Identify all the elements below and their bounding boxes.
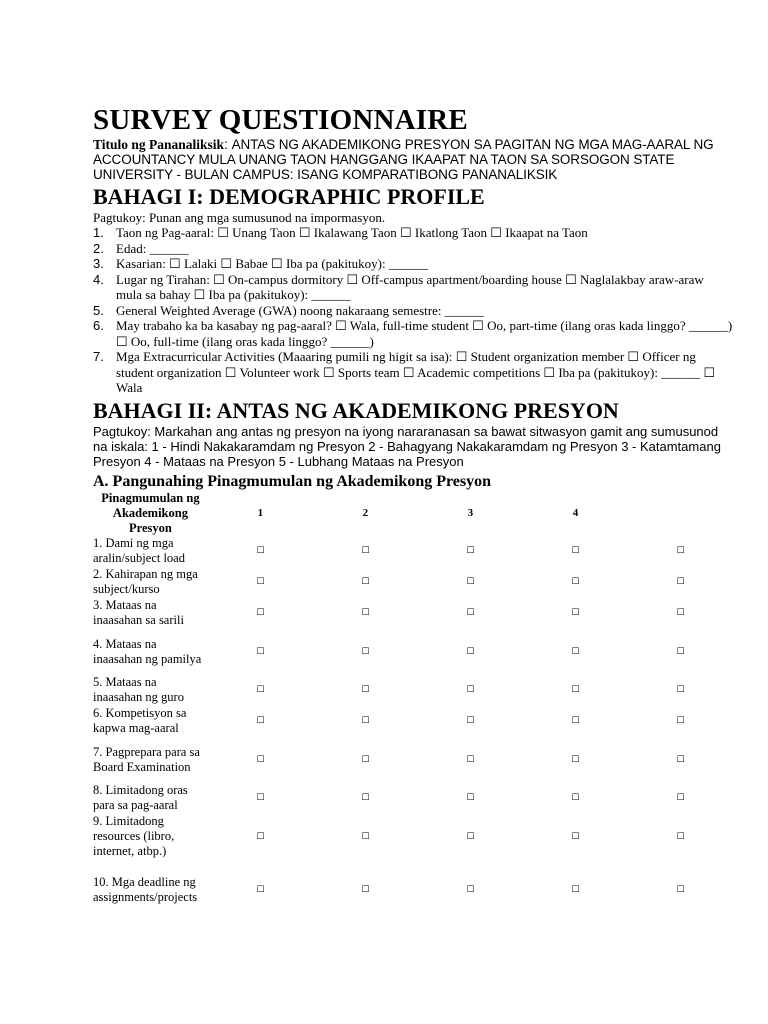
part2-heading: BAHAGI II: ANTAS NG AKADEMIKONG PRESYON [93, 397, 619, 423]
source-label: 8. Limitadong oras para sa pag-aaral [93, 783, 188, 812]
rating-checkbox[interactable]: ☐ [361, 646, 370, 657]
demographic-item [93, 349, 733, 396]
scale-header-5 [628, 491, 733, 536]
rating-checkbox[interactable]: ☐ [466, 716, 475, 726]
rating-cell [418, 737, 523, 783]
rating-cell [523, 675, 628, 706]
rating-checkbox[interactable]: ☐ [361, 716, 370, 726]
rating-checkbox[interactable]: ☐ [361, 831, 370, 842]
rating-checkbox[interactable]: ☐ [466, 546, 475, 556]
rating-checkbox[interactable]: ☐ [676, 646, 685, 657]
table-row [93, 814, 733, 860]
table-row [93, 536, 733, 567]
rating-cell [418, 783, 523, 814]
rating-checkbox[interactable]: ☐ [676, 793, 685, 803]
research-title-label: Titulo ng Pananaliksik [93, 137, 225, 152]
part1-heading: BAHAGI I: DEMOGRAPHIC PROFILE [93, 184, 485, 209]
rating-cell [208, 706, 313, 737]
table-row [93, 567, 733, 598]
rating-cell [523, 598, 628, 629]
rating-checkbox[interactable]: ☐ [466, 885, 475, 895]
rating-checkbox[interactable]: ☐ [256, 831, 265, 842]
rating-cell [313, 567, 418, 598]
item-text: Edad: ______ [116, 240, 189, 256]
source-label: 10. Mga deadline ng assignments/projects [93, 875, 198, 904]
demographic-item [93, 303, 733, 319]
rating-checkbox[interactable]: ☐ [361, 577, 370, 587]
rating-checkbox[interactable]: ☐ [676, 608, 685, 618]
rating-cell [418, 567, 523, 598]
rating-checkbox[interactable]: ☐ [676, 577, 685, 587]
rating-cell [208, 536, 313, 567]
item-text: Taon ng Pag-aaral: ☐ Unang Taon ☐ Ikalawang Taon ☐ Ikatlong Taon ☐ Ikaapat na Taon [116, 225, 588, 240]
section-a-heading: A. Pangunahing Pinagmumulan ng Akademikong Presyon [93, 472, 492, 490]
scale-header-2: 2 [362, 506, 369, 519]
rating-cell [208, 629, 313, 675]
rating-checkbox[interactable]: ☐ [256, 716, 265, 726]
table-body [93, 536, 733, 921]
item-text: Kasarian: ☐ Lalaki ☐ Babae ☐ Iba pa (pakitukoy): ______ [116, 256, 428, 271]
rating-checkbox[interactable]: ☐ [676, 754, 685, 765]
rating-checkbox[interactable]: ☐ [256, 793, 265, 803]
source-label: 5. Mataas na inaasahan ng guro [93, 675, 184, 704]
rating-cell [313, 737, 418, 783]
rating-cell [313, 706, 418, 737]
rating-cell [523, 737, 628, 783]
rating-checkbox[interactable]: ☐ [466, 831, 475, 842]
rating-cell [628, 536, 733, 567]
rating-cell [523, 536, 628, 567]
table-row [93, 783, 733, 814]
rating-checkbox[interactable]: ☐ [676, 685, 685, 695]
rating-checkbox[interactable]: ☐ [256, 646, 265, 657]
rating-cell [208, 567, 313, 598]
rating-cell [313, 629, 418, 675]
rating-checkbox[interactable]: ☐ [466, 685, 475, 695]
rating-checkbox[interactable]: ☐ [361, 754, 370, 765]
rating-cell [313, 783, 418, 814]
rating-cell [523, 706, 628, 737]
rating-cell [628, 567, 733, 598]
scale-header-4: 4 [572, 506, 579, 519]
rating-checkbox[interactable]: ☐ [466, 608, 475, 618]
rating-cell [418, 629, 523, 675]
demographic-item [93, 225, 733, 241]
rating-cell [628, 860, 733, 921]
rating-checkbox[interactable]: ☐ [571, 754, 580, 765]
scale-header-3: 3 [467, 506, 474, 519]
rating-cell [208, 737, 313, 783]
table-row [93, 675, 733, 706]
rating-cell [628, 675, 733, 706]
rating-cell [313, 536, 418, 567]
rating-cell [313, 598, 418, 629]
item-number: 2. [93, 240, 104, 256]
rating-checkbox[interactable]: ☐ [361, 885, 370, 895]
rating-checkbox[interactable]: ☐ [256, 885, 265, 895]
rating-checkbox[interactable]: ☐ [361, 546, 370, 556]
rating-cell [208, 675, 313, 706]
rating-cell [523, 629, 628, 675]
pressure-scale-table [93, 491, 733, 921]
rating-checkbox[interactable]: ☐ [361, 608, 370, 618]
rating-cell [208, 814, 313, 860]
item-text: General Weighted Average (GWA) noong nakaraang semestre: ______ [116, 302, 484, 318]
rating-checkbox[interactable]: ☐ [571, 577, 580, 587]
table-row [93, 598, 733, 629]
rating-checkbox[interactable]: ☐ [676, 885, 685, 895]
document-page [93, 104, 733, 921]
rating-cell [418, 675, 523, 706]
rating-cell [628, 598, 733, 629]
rating-cell [418, 536, 523, 567]
table-row [93, 737, 733, 783]
rating-cell [523, 783, 628, 814]
rating-checkbox[interactable]: ☐ [676, 546, 685, 556]
rating-cell [313, 860, 418, 921]
table-header-row [93, 491, 733, 536]
rating-cell [313, 814, 418, 860]
item-text: Mga Extracurricular Activities (Maaaring pumili ng higit sa isa): ☐ Student organization member ☐ Officer ng student organization ☐ Volunteer work ☐ Sports team ☐ Academic competitions ☐ Iba pa (pakitukoy): ______ ☐ Wala [116, 349, 716, 395]
rating-cell [628, 629, 733, 675]
rating-cell [628, 737, 733, 783]
part1-instruction [93, 210, 733, 225]
source-column-header: Pinagmumulan ng Akademikong Presyon [101, 490, 200, 535]
rating-checkbox[interactable]: ☐ [571, 885, 580, 895]
part2-instruction: Pagtukoy: Markahan ang antas ng presyon na iyong nararanasan sa bawat sitwasyon gamit ang sumusunod na iskala: 1 - Hindi Nakakaramdam ng Presyon 2 - Bahagyang Nakakaramdam ng Presyon 3 - Katamtamang Presyon 4 - Mataas na Presyon 5 - Lubhang Mataas na Presyon [93, 423, 721, 469]
rating-checkbox[interactable]: ☐ [466, 646, 475, 657]
rating-checkbox[interactable]: ☐ [571, 793, 580, 803]
source-label: 7. Pagprepara para sa Board Examination [93, 744, 200, 774]
page-title: SURVEY QUESTIONNAIRE [93, 104, 468, 136]
source-label: 1. Dami ng mga aralin/subject load [93, 536, 185, 565]
item-text: Lugar ng Tirahan: ☐ On-campus dormitory ☐ Off-campus apartment/boarding house ☐ Naglalakbay araw-araw mula sa bahay ☐ Iba pa (pakitukoy): ______ [116, 271, 704, 302]
table-row [93, 629, 733, 675]
rating-checkbox[interactable]: ☐ [676, 831, 685, 842]
research-title-value: ANTAS NG AKADEMIKONG PRESYON SA PAGITAN NG MGA MAG-AARAL NG ACCOUNTANCY MULA UNANG TAON HANGGANG IKAAPAT NA TAON SA SORSOGON STATE UNIVERSITY - BULAN CAMPUS: ISANG KOMPARATIBONG PANANALIKSIK [93, 137, 714, 182]
rating-cell [628, 706, 733, 737]
demographic-item [93, 241, 733, 257]
rating-checkbox[interactable]: ☐ [466, 577, 475, 587]
rating-cell [418, 706, 523, 737]
rating-checkbox[interactable]: ☐ [256, 685, 265, 695]
rating-checkbox[interactable]: ☐ [466, 793, 475, 803]
item-number: 5. [93, 302, 104, 318]
table-row [93, 706, 733, 737]
rating-checkbox[interactable]: ☐ [256, 608, 265, 618]
rating-cell [523, 814, 628, 860]
source-label: 9. Limitadong resources (libro, internet, atbp.) [93, 814, 175, 858]
rating-checkbox[interactable]: ☐ [571, 831, 580, 842]
rating-cell [628, 783, 733, 814]
rating-cell [418, 860, 523, 921]
rating-checkbox[interactable]: ☐ [571, 685, 580, 695]
rating-cell [418, 814, 523, 860]
rating-cell [313, 675, 418, 706]
demographic-item [93, 272, 733, 303]
rating-cell [208, 860, 313, 921]
demographic-item [93, 256, 733, 272]
demographic-list [93, 225, 733, 396]
rating-checkbox[interactable]: ☐ [676, 716, 685, 726]
item-number: 3. [93, 256, 104, 271]
item-number: 6. [93, 318, 104, 333]
scale-header-1: 1 [257, 506, 264, 519]
rating-checkbox[interactable]: ☐ [571, 546, 580, 556]
rating-checkbox[interactable]: ☐ [361, 685, 370, 695]
rating-cell [418, 598, 523, 629]
rating-checkbox[interactable]: ☐ [256, 546, 265, 556]
part1-instruction-text: Pagtukoy: Punan ang mga sumusunod na impormasyon. [93, 210, 386, 225]
rating-cell [523, 567, 628, 598]
research-title: Titulo ng Pananaliksik: ANTAS NG AKADEMIKONG PRESYON SA PAGITAN NG MGA MAG-AARAL NG ACCOUNTANCY MULA UNANG TAON HANGGANG IKAAPAT NA TAON SA SORSOGON STATE UNIVERSITY - BULAN CAMPUS: ISANG KOMPARATIBONG PANANALIKSIK [93, 137, 714, 182]
source-label: 3. Mataas na inaasahan sa sarili [93, 598, 184, 627]
rating-checkbox[interactable]: ☐ [466, 754, 475, 765]
rating-checkbox[interactable]: ☐ [256, 754, 265, 765]
rating-checkbox[interactable]: ☐ [571, 608, 580, 618]
rating-cell [523, 860, 628, 921]
rating-checkbox[interactable]: ☐ [256, 577, 265, 587]
rating-checkbox[interactable]: ☐ [571, 716, 580, 726]
rating-cell [208, 783, 313, 814]
item-text: May trabaho ka ba kasabay ng pag-aaral? ☐ Wala, full-time student ☐ Oo, part-time (ilang oras kada linggo? ______) ☐ Oo, full-time (ilang oras kada linggo? ______) [116, 318, 733, 349]
demographic-item [93, 318, 733, 349]
item-number: 1. [93, 225, 104, 240]
source-label: 2. Kahirapan ng mga subject/kurso [93, 567, 198, 596]
rating-checkbox[interactable]: ☐ [571, 646, 580, 657]
table-row [93, 860, 733, 921]
source-label: 6. Kompetisyon sa kapwa mag-aaral [93, 706, 187, 735]
item-number: 4. [93, 271, 104, 287]
item-number: 7. [93, 349, 104, 364]
rating-checkbox[interactable]: ☐ [361, 793, 370, 803]
rating-cell [628, 814, 733, 860]
rating-cell [208, 598, 313, 629]
source-label: 4. Mataas na inaasahan ng pamilya [93, 636, 202, 666]
